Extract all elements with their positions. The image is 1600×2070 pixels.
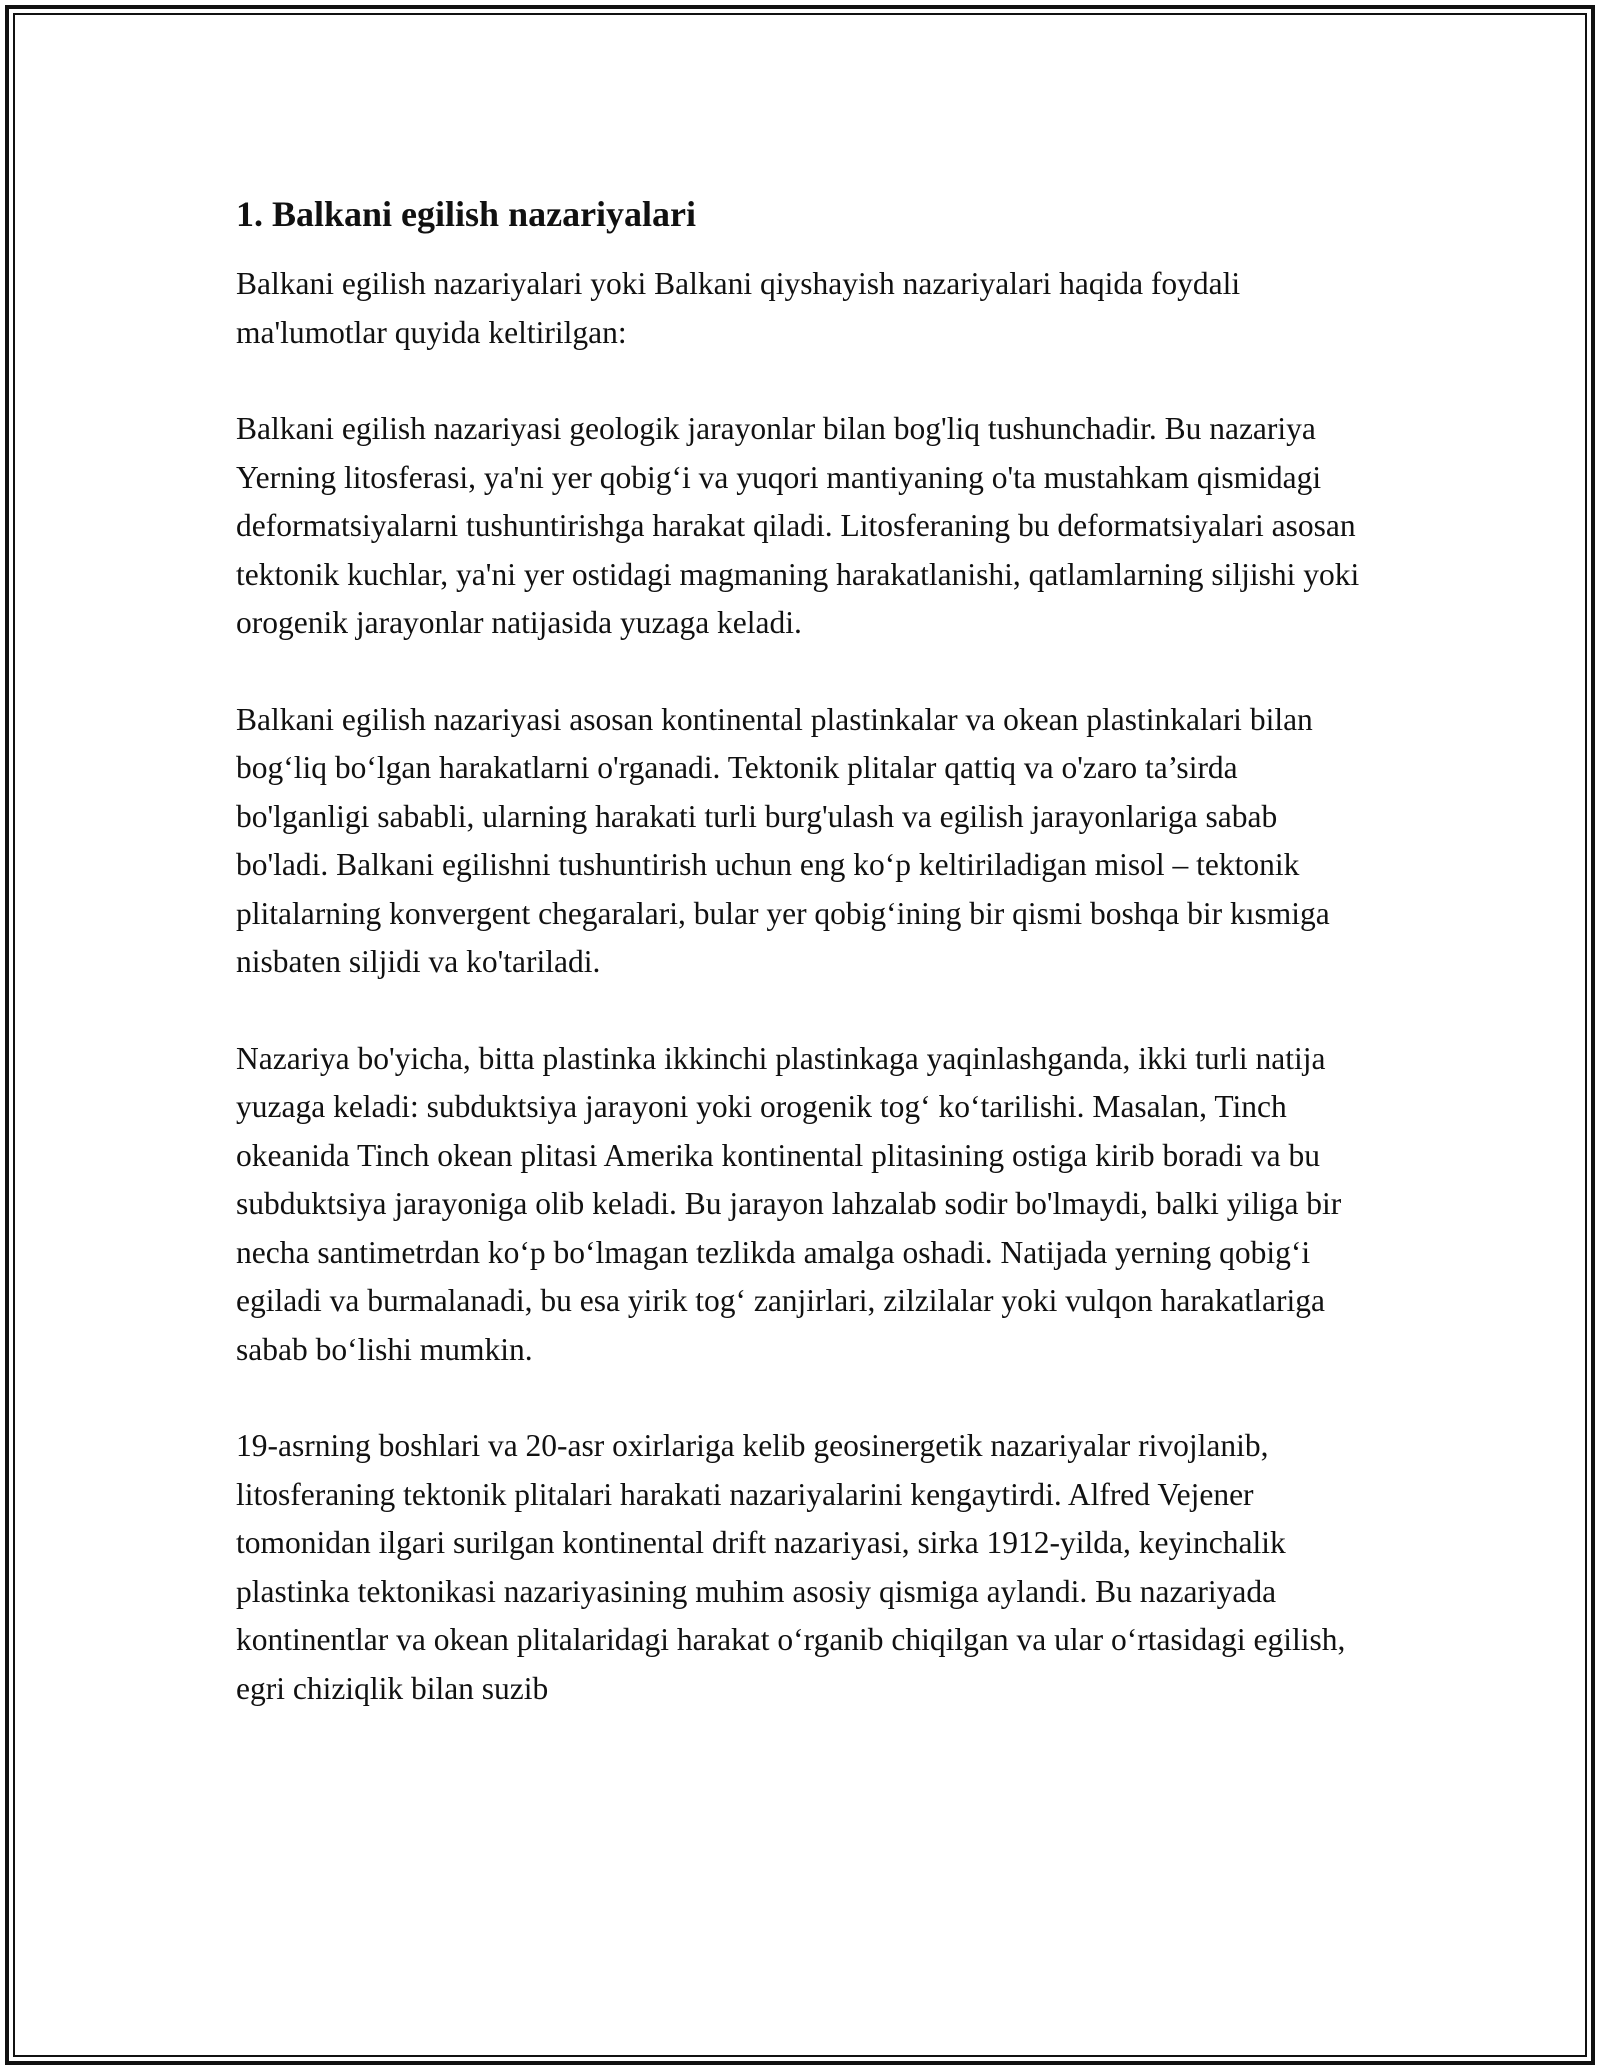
paragraph-history: 19-asrning boshlari va 20-asr oxirlariga kelib geosinergetik nazariyalar rivojlanib, litosferaning tektonik plitalari harakati nazariyalarini kengaytirdi. Alfred Vejener tomonidan ilgari surilgan kontinental drift nazariyasi, sirka 1912-yilda, keyinchalik plastinka tektonikasi nazariyasining muhim asosiy qismiga aylandi. Bu nazariyada kontinentlar va okean plitalaridagi harakat o‘rganib chiqilgan va ular o‘rtasidagi egilish, egri chiziqlik bilan suzib — [236, 1428, 1346, 1706]
document-body — [236, 190, 1376, 1761]
section-heading: 1. Balkani egilish nazariyalari — [236, 194, 697, 234]
paragraph-lithosphere: Balkani egilish nazariyasi geologik jarayonlar bilan bog'liq tushunchadir. Bu nazariya Yerning litosferasi, ya'ni yer qobig‘i va yuqori mantiyaning o'ta mustahkam qismidagi deformatsiyalarni tushuntirishga harakat qiladi. Litosferaning bu deformatsiyalari asosan tektonik kuchlar, ya'ni yer ostidagi magmaning harakatlanishi, qatlamlarning siljishi yoki orogenik jarayonlar natijasida yuzaga keladi. — [236, 411, 1360, 640]
paragraph-intro: Balkani egilish nazariyalari yoki Balkani qiyshayish nazariyalari haqida foydali ma'lumotlar quyida keltirilgan: — [236, 266, 1241, 350]
paragraph-plates: Balkani egilish nazariyasi asosan kontinental plastinkalar va okean plastinkalari bilan bog‘liq bo‘lgan harakatlarni o'rganadi. Tektonik plitalar qattiq va o'zaro ta’sirda bo'lganligi sababli, ularning harakati turli burg'ulash va egilish jarayonlariga sabab bo'ladi. Balkani egilishni tushuntirish uchun eng ko‘p keltiriladigan misol – tektonik plitalarning konvergent chegaralari, bular yer qobig‘ining bir qismi boshqa bir kısmiga nisbaten siljidi va ko'tariladi. — [236, 701, 1330, 979]
paragraph-subduction: Nazariya bo'yicha, bitta plastinka ikkinchi plastinkaga yaqinlashganda, ikki turli natija yuzaga keladi: subduktsiya jarayoni yoki orogenik tog‘ ko‘tarilishi. Masalan, Tinch okeanida Tinch okean plitasi Amerika kontinental plitasining ostiga kirib boradi va bu subduktsiya jarayoniga olib keladi. Bu jarayon lahzalab sodir bo'lmaydi, balki yiliga bir necha santimetrdan ko‘p bo‘lmagan tezlikda amalga oshadi. Natijada yerning qobig‘i egiladi va burmalanadi, bu esa yirik tog‘ zanjirlari, zilzilalar yoki vulqon harakatlariga sabab bo‘lishi mumkin. — [236, 1040, 1342, 1367]
